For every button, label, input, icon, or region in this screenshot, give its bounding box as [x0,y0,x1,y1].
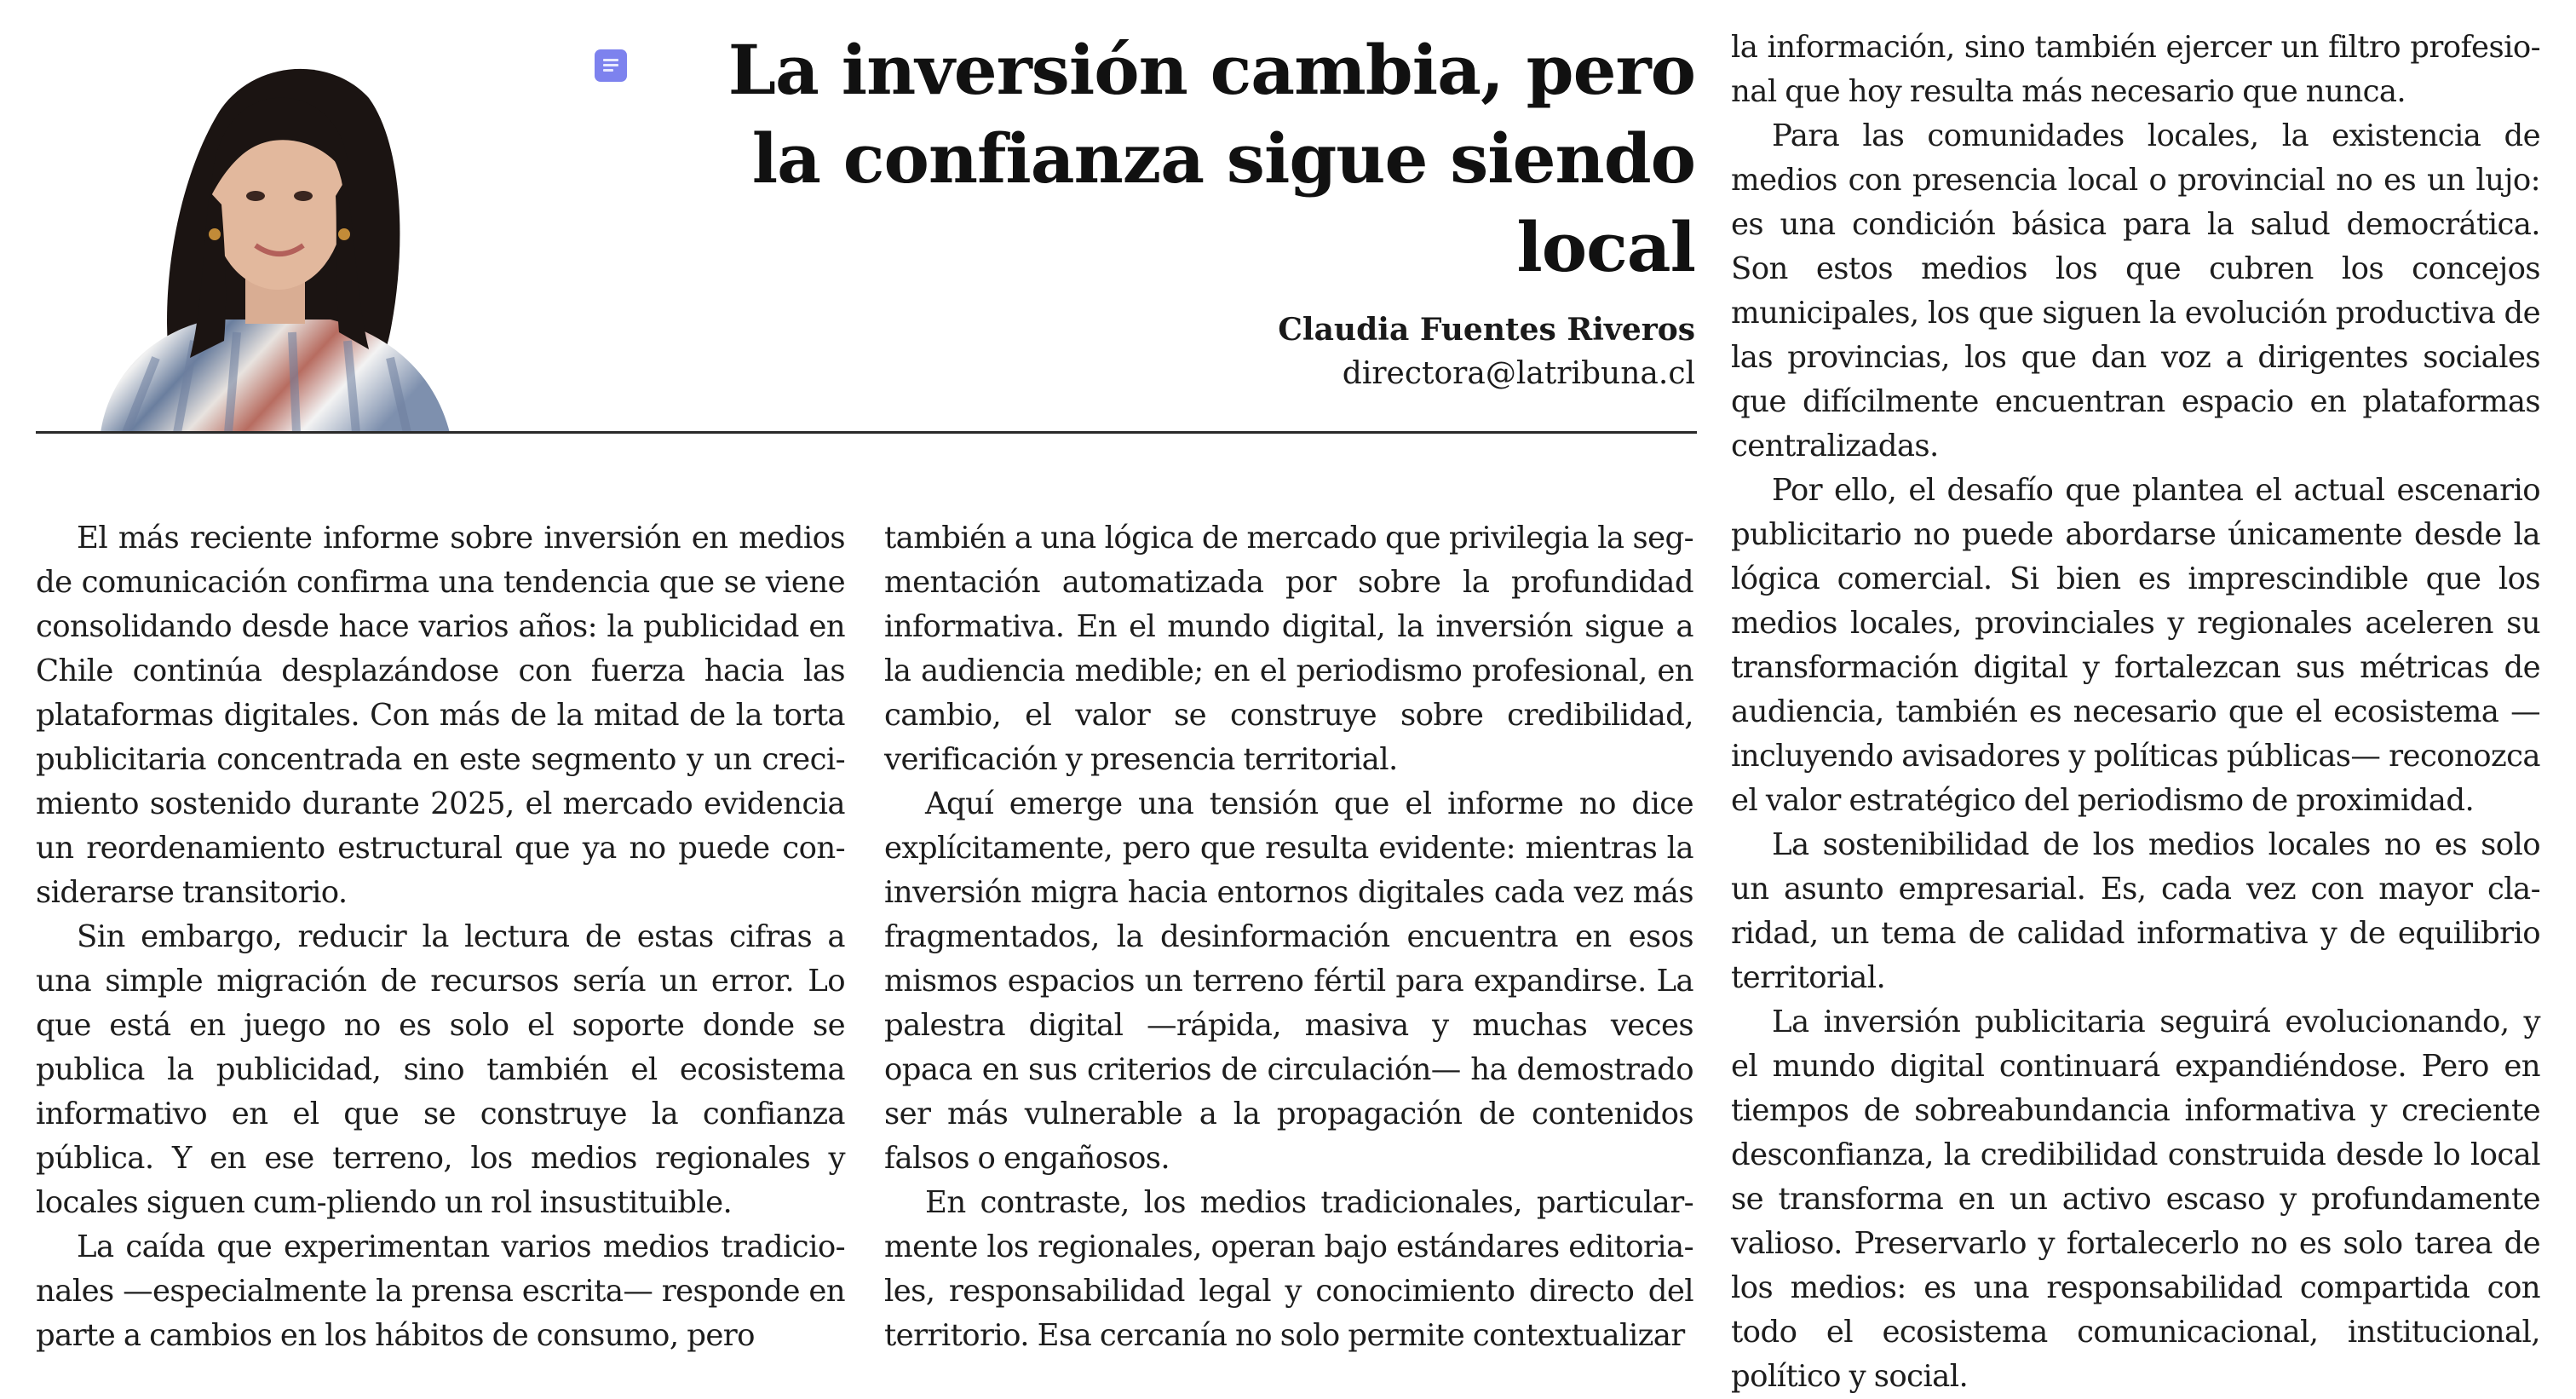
paragraph: La caída que experimentan varios medios tradicio-nales —especialmente la prensa escrita— responde en parte a cambios en los hábitos de consumo, pero [36,1229,845,1353]
paragraph: Para las comunidades locales, la existencia de medios con presencia local o provincial no es un lujo: es una condición básica para la salud democrática. Son estos medios los que cubren los concejos municipales, los que siguen la evolución productiva de las provincias, los que dan voz a dirigentes sociales que difícilmente encuentran espacio en plataformas centralizadas. [1731,118,2540,463]
article-headline: La inversión cambia, pero la confianza sigue siendo local [727,30,1695,287]
article-column-1 [36,516,845,1358]
paragraph: La inversión publicitaria seguirá evolucionando, y el mundo digital continuará expandiéndose. Pero en tiempos de sobreabundancia informativa y creciente desconfianza, la credibilidad construida desde lo local se transforma en un activo escaso y profundamente valioso. Preservarlo y fortalecerlo no es solo tarea de los medios: es una responsabilidad compartida con todo el ecosistema comunicacional, institucional, político y social. [1731,1005,2540,1394]
paragraph: En contraste, los medios tradicionales, particular-mente los regionales, operan bajo estándares editoria-les, responsabilidad legal y conocimiento directo del territorio. Esa cercanía no solo permite contextualizar [884,1185,1693,1353]
paragraph: también a una lógica de mercado que privilegia la seg-mentación automatizada por sobre la profundidad informativa. En el mundo digital, la inversión sigue a la audiencia medible; en el periodismo profesional, en cambio, el valor se construye sobre credibilidad, verificación y presencia territorial. [884,521,1693,777]
paragraph: La sostenibilidad de los medios locales no es solo un asunto empresarial. Es, cada vez con mayor cla-ridad, un tema de calidad informativa y de equilibrio territorial. [1731,827,2540,995]
author-portrait [75,51,467,433]
paragraph: la información, sino también ejercer un filtro profesio-nal que hoy resulta más necesario que nunca. [1731,30,2540,109]
paragraph: El más reciente informe sobre inversión en medios de comunicación confirma una tendencia que se viene consolidando desde hace varios años: la publicidad en Chile continúa desplazándose con fuerza hacia las plataformas digitales. Con más de la mitad de la torta publicitaria concentrada en este segmento y un creci-miento sostenido durante 2025, el mercado evidencia un reordenamiento estructural que ya no puede con-siderarse transitorio. [36,521,845,910]
note-icon[interactable] [595,49,627,82]
paragraph: Aquí emerge una tensión que el informe no dice explícitamente, pero que resulta evidente: mientras la inversión migra hacia entornos digitales cada vez más fragmentados, la desinformación encuentra en esos mismos espacios un terreno fértil para expandirse. La palestra digital —rápida, masiva y muchas veces opaca en sus criterios de circulación— ha demostrado ser más vulnerable a la propagación de contenidos falsos o engañosos. [884,786,1693,1176]
article-column-2 [884,516,1693,1358]
article-column-3 [1731,26,2540,1399]
author-name: Claudia Fuentes Riveros [1278,312,1695,348]
paragraph: Sin embargo, reducir la lectura de estas cifras a una simple migración de recursos sería un error. Lo que está en juego no es solo el soporte donde se publica la publicidad, sino también el ecosistema informativo en el que se construye la confianza pública. Y en ese terreno, los medios regionales y locales siguen cum-pliendo un rol insustituible. [36,919,845,1220]
author-email[interactable]: directora@latribuna.cl [1342,356,1695,391]
header-divider [36,431,1697,434]
paragraph: Por ello, el desafío que plantea el actual escenario publicitario no puede abordarse únicamente desde la lógica comercial. Si bien es imprescindible que los medios locales, provinciales y regionales aceleren su transformación digital y fortalezcan sus métricas de audiencia, también es necesario que el ecosistema —incluyendo avisadores y políticas públicas— reconozca el valor estratégico del periodismo de proximidad. [1731,473,2540,818]
